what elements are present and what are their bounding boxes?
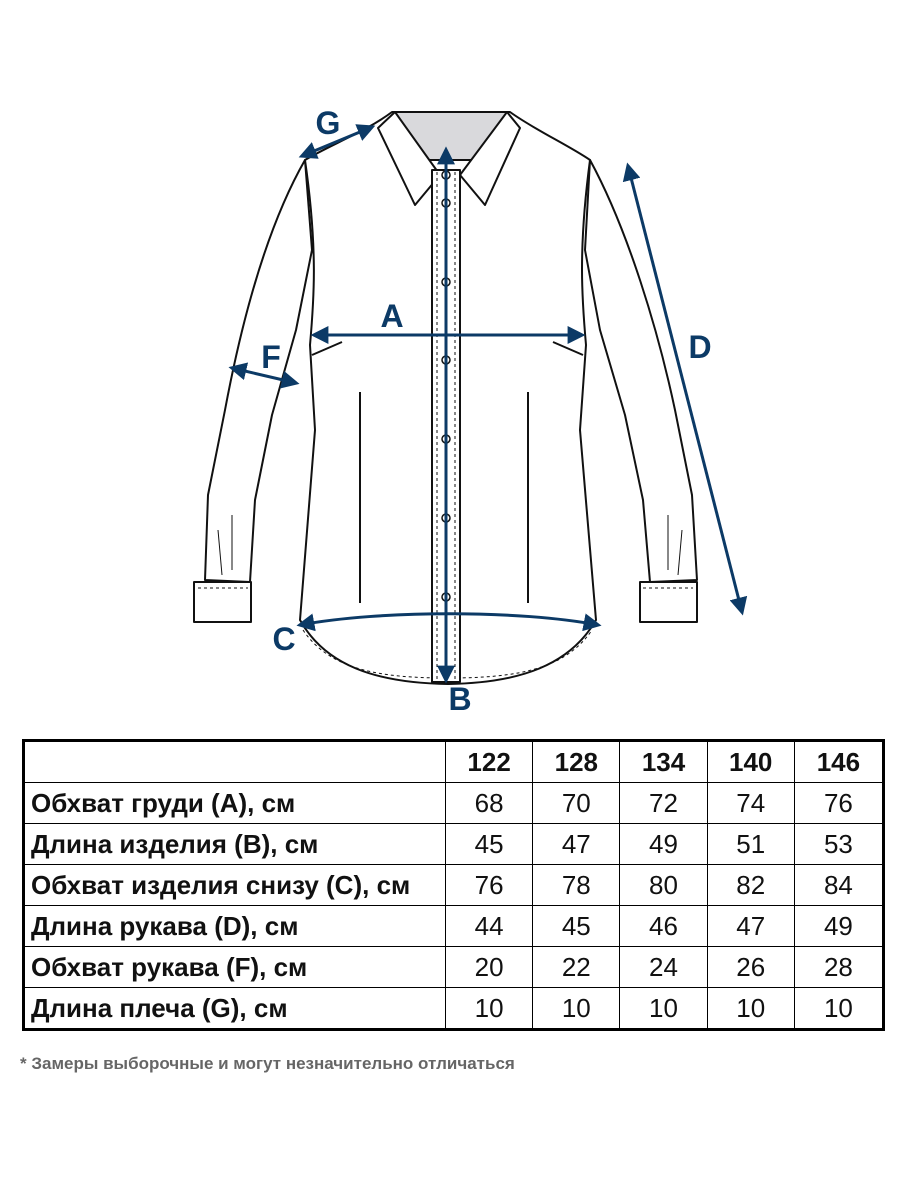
- cell-value: 76: [794, 783, 883, 824]
- cell-value: 76: [446, 865, 533, 906]
- cell-value: 68: [446, 783, 533, 824]
- cell-value: 10: [446, 988, 533, 1030]
- cell-value: 46: [620, 906, 707, 947]
- table-row: [24, 988, 884, 1030]
- cell-value: 49: [620, 824, 707, 865]
- table-row: [24, 783, 884, 824]
- cell-value: 10: [620, 988, 707, 1030]
- row-label: Длина плеча (G), см: [24, 988, 446, 1030]
- table-row: [24, 947, 884, 988]
- cell-value: 22: [533, 947, 620, 988]
- label-B: B: [448, 681, 472, 717]
- cell-value: 10: [533, 988, 620, 1030]
- cell-value: 72: [620, 783, 707, 824]
- row-label: Обхват изделия снизу (C), см: [24, 865, 446, 906]
- size-header: 140: [707, 741, 794, 783]
- cell-value: 47: [533, 824, 620, 865]
- table-row: [24, 865, 884, 906]
- cell-value: 70: [533, 783, 620, 824]
- size-header: 134: [620, 741, 707, 783]
- table-header-row: [24, 741, 884, 783]
- label-F: F: [261, 339, 281, 375]
- cell-value: 45: [533, 906, 620, 947]
- row-label: Длина рукава (D), см: [24, 906, 446, 947]
- row-label: Обхват рукава (F), см: [24, 947, 446, 988]
- size-header: 128: [533, 741, 620, 783]
- cell-value: 10: [707, 988, 794, 1030]
- cell-value: 26: [707, 947, 794, 988]
- cell-value: 45: [446, 824, 533, 865]
- row-label: Длина изделия (B), см: [24, 824, 446, 865]
- cell-value: 47: [707, 906, 794, 947]
- label-C: C: [272, 621, 296, 657]
- table-row: [24, 824, 884, 865]
- cell-value: 84: [794, 865, 883, 906]
- cell-value: 44: [446, 906, 533, 947]
- size-header: 122: [446, 741, 533, 783]
- table-header-blank: [24, 741, 446, 783]
- cell-value: 10: [794, 988, 883, 1030]
- cell-value: 53: [794, 824, 883, 865]
- cell-value: 20: [446, 947, 533, 988]
- cell-value: 82: [707, 865, 794, 906]
- size-header: 146: [794, 741, 883, 783]
- cell-value: 24: [620, 947, 707, 988]
- size-table: [22, 739, 885, 1031]
- cell-value: 74: [707, 783, 794, 824]
- label-G: G: [315, 105, 341, 141]
- label-A: A: [380, 298, 404, 334]
- table-row: [24, 906, 884, 947]
- cell-value: 49: [794, 906, 883, 947]
- left-sleeve: [205, 160, 312, 582]
- cell-value: 28: [794, 947, 883, 988]
- row-label: Обхват груди (A), см: [24, 783, 446, 824]
- label-D: D: [688, 329, 712, 365]
- cell-value: 78: [533, 865, 620, 906]
- disclaimer-note: * Замеры выборочные и могут незначительно отличаться: [20, 1054, 515, 1073]
- cell-value: 80: [620, 865, 707, 906]
- cell-value: 51: [707, 824, 794, 865]
